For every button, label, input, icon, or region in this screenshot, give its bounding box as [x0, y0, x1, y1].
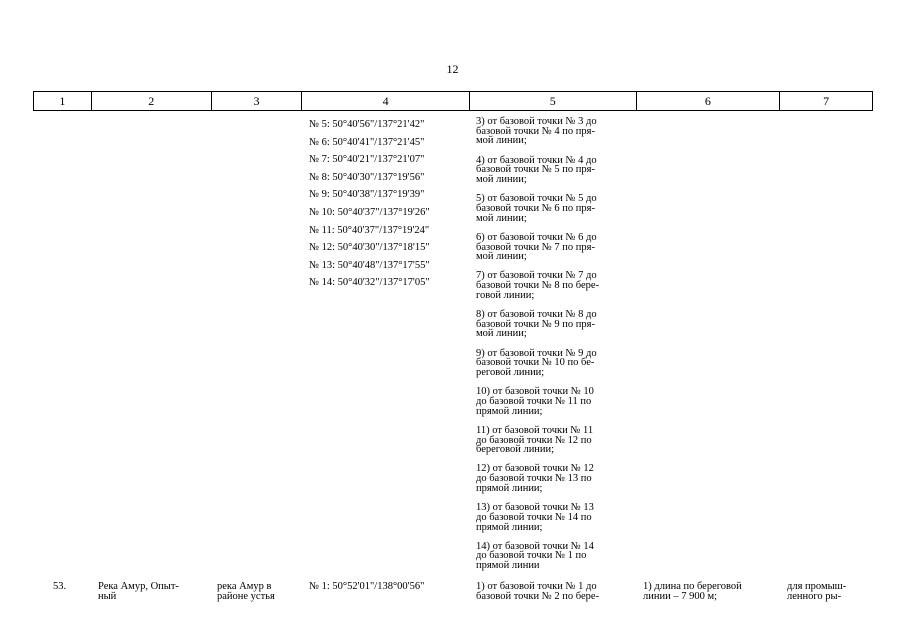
segment-item — [476, 194, 634, 223]
segment-item — [476, 542, 634, 571]
segment-item — [476, 426, 634, 455]
segment-line: до базовой точки № 12 по — [476, 434, 592, 446]
segment-line: 9) от базовой точки № 9 до — [476, 347, 597, 359]
segment-line: мой линии; — [476, 328, 527, 340]
page-number: 12 — [446, 62, 459, 76]
row-53-length-line: линии – 7 900 м; — [643, 591, 718, 602]
segment-line: 6) от базовой точки № 6 до — [476, 231, 597, 243]
row-53-name — [98, 582, 210, 602]
row-53-coordinate: № 1: 50°52'01"/138°00'56" — [309, 581, 425, 592]
column-header-2: 2 — [92, 92, 212, 110]
segment-line: 12) от базовой точки № 12 — [476, 463, 594, 475]
coordinate-line: № 5: 50°40'56"/137°21'42" — [309, 119, 425, 130]
segment-line: 4) от базовой точки № 4 до — [476, 154, 597, 166]
segment-item — [476, 503, 634, 532]
segment-line: мой линии; — [476, 251, 527, 263]
column-header-1: 1 — [34, 92, 92, 110]
segment-line: базовой точки № 5 по пря- — [476, 164, 595, 176]
row-53-segment-line: базовой точки № 2 по бере- — [476, 591, 600, 602]
segment-item — [476, 387, 634, 416]
row-53-description-line: районе устья — [217, 591, 275, 602]
segment-line: 5) от базовой точки № 5 до — [476, 193, 597, 205]
segment-line: 14) от базовой точки № 14 — [476, 540, 594, 552]
segment-line: прямой линии; — [476, 482, 543, 494]
coordinate-line: № 8: 50°40'30"/137°19'56" — [309, 171, 425, 183]
segment-line: 10) от базовой точки № 10 — [476, 386, 594, 398]
coordinate-line: № 13: 50°40'48"/137°17'55" — [309, 259, 430, 271]
row-53-use — [787, 582, 869, 602]
segment-line: базовой точки № 8 по бере- — [476, 280, 600, 292]
segment-line: 7) от базовой точки № 7 до — [476, 270, 597, 282]
column-header-5: 5 — [470, 92, 637, 110]
segment-item — [476, 117, 634, 146]
segment-line: базовой точки № 7 по пря- — [476, 241, 595, 253]
row-53-number: 53. — [53, 581, 67, 592]
coordinate-line: № 9: 50°40'38"/137°19'39" — [309, 189, 425, 201]
segment-line: говой линии; — [476, 289, 535, 301]
segment-line: мой линии; — [476, 174, 527, 186]
coordinate-line: № 11: 50°40'37"/137°19'24" — [309, 224, 430, 236]
segment-item — [476, 310, 634, 339]
row-53-description — [217, 582, 299, 602]
segment-line: мой линии; — [476, 135, 527, 147]
segment-item — [476, 271, 634, 300]
segment-line: до базовой точки № 14 по — [476, 511, 592, 523]
segment-line: до базовой точки № 13 по — [476, 473, 592, 485]
segments-list — [476, 117, 634, 580]
segment-line: мой линии; — [476, 212, 527, 224]
column-header-4: 4 — [302, 92, 470, 110]
coordinate-line: № 12: 50°40'30"/137°18'15" — [309, 242, 430, 254]
segment-line: 13) от базовой точки № 13 — [476, 502, 594, 514]
segment-line: прямой линии; — [476, 521, 543, 533]
column-header-6: 6 — [637, 92, 781, 110]
column-header-7: 7 — [823, 93, 830, 108]
row-53-segment-line: 1) от базовой точки № 1 до — [476, 581, 597, 592]
segment-line: прямой линии; — [476, 405, 543, 417]
segment-item — [476, 349, 634, 378]
table-header — [33, 91, 873, 111]
segment-line: 8) от базовой точки № 8 до — [476, 309, 597, 321]
row-53-length — [643, 582, 773, 602]
segment-line: 3) от базовой точки № 3 до — [476, 116, 597, 127]
coordinate-line: № 7: 50°40'21"/137°21'07" — [309, 154, 425, 166]
coordinate-line: № 14: 50°40'32"/137°17'05" — [309, 277, 430, 289]
coordinate-line: № 10: 50°40'37"/137°19'26" — [309, 206, 430, 218]
row-53-name-line: Река Амур, Опыт- — [98, 581, 179, 592]
segment-line: реговой линии; — [476, 367, 545, 379]
segment-item — [476, 233, 634, 262]
segment-line: базовой точки № 4 по пря- — [476, 125, 595, 137]
row-53-use-line: ленного ры- — [787, 591, 842, 602]
coordinate-line: № 6: 50°40'41"/137°21'45" — [309, 136, 425, 148]
segment-line: базовой точки № 6 по пря- — [476, 202, 595, 214]
segment-line: береговой линии; — [476, 444, 555, 456]
segment-item — [476, 156, 634, 185]
row-53-length-line: 1) длина по береговой — [643, 581, 742, 592]
segment-item — [476, 464, 634, 493]
coordinates-list — [309, 116, 471, 292]
row-53-segment — [476, 582, 634, 602]
column-header-3: 3 — [212, 92, 303, 110]
segment-line: базовой точки № 9 по пря- — [476, 318, 595, 330]
segment-line: базовой точки № 10 по бе- — [476, 357, 595, 369]
row-53-name-line: ный — [98, 591, 117, 602]
row-53-description-line: река Амур в — [217, 581, 272, 592]
segment-line: 11) от базовой точки № 11 — [476, 424, 594, 436]
segment-line: прямой линии — [476, 560, 540, 572]
row-53-use-line: для промыш- — [787, 581, 847, 592]
segment-line: до базовой точки № 1 по — [476, 550, 587, 562]
segment-line: до базовой точки № 11 по — [476, 395, 592, 407]
